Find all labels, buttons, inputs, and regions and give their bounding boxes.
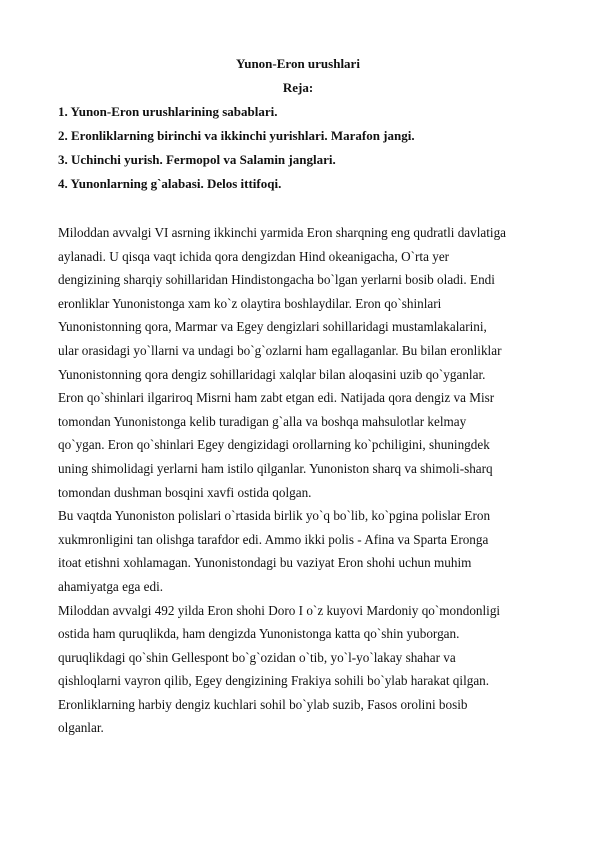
body-line: dengizining sharqiy sohillaridan Hindistongacha bo`lgan yerlarni bosib oladi. Endi bbox=[58, 272, 495, 288]
body-line: tomondan Yunonistonga kelib turadigan g`alla va boshqa mahsulotlar kelmay bbox=[58, 413, 467, 429]
body-line: Miloddan avvalgi 492 yilda Eron shohi Doro I o`z kuyovi Mardoniy qo`mondonligi bbox=[58, 602, 501, 618]
body-line: quruqlikdagi qo`shin Gellespont bo`g`ozidan o`tib, yo`l-yo`lakay shahar va bbox=[58, 649, 456, 665]
body-line: ostida ham quruqlikda, ham dengizda Yunonistonga katta qo`shin yuborgan. bbox=[58, 626, 460, 642]
plan-item: 2. Eronliklarning birinchi va ikkinchi yurishlari. Marafon jangi. bbox=[58, 128, 415, 143]
plan-heading: Reja: bbox=[282, 80, 314, 95]
body-line: Yunonistonning qora dengiz sohillaridagi xalqlar bilan aloqasini uzib qo`yganlar. bbox=[58, 366, 486, 382]
body-line: tomondan dushman bosqini xavfi ostida qolgan. bbox=[58, 484, 312, 500]
body-line: itoat etishni xohlamagan. Yunonistondagi bu vaziyat Eron shohi uchun muhim bbox=[58, 555, 472, 571]
body-line: ular orasidagi yo`llarni va undagi bo`g`ozlarni ham egallaganlar. Bu bilan eronliklar bbox=[58, 342, 502, 358]
body-line: xukmronligini tan olishga tarafdor edi. Ammo ikki polis - Afina va Sparta Eronga bbox=[58, 531, 489, 547]
body-line: qo`ygan. Eron qo`shinlari Egey dengizidagi orollarning ko`pchiligini, shuningdek bbox=[58, 437, 490, 453]
body-line: eronliklar Yunonistonga xam ko`z olaytira boshlaydilar. Eron qo`shinlari bbox=[58, 295, 442, 311]
body-line: Yunonistonning qora, Marmar va Egey dengizlari sohillaridagi mustamlakalarini, bbox=[58, 319, 487, 335]
body-line: Eronliklarning harbiy dengiz kuchlari sohil bo`ylab suzib, Fasos orolini bosib bbox=[58, 696, 468, 712]
plan-item: 3. Uchinchi yurish. Fermopol va Salamin janglari. bbox=[58, 152, 336, 167]
body-line: Bu vaqtda Yunoniston polislari o`rtasida birlik yo`q bo`lib, ko`pgina polislar Eron bbox=[58, 508, 491, 524]
body-line: Eron qo`shinlari ilgariroq Misrni ham zabt etgan edi. Natijada qora dengiz va Misr bbox=[58, 390, 495, 406]
body-line: Miloddan avvalgi VI asrning ikkinchi yarmida Eron sharqning eng qudratli davlatiga bbox=[58, 225, 507, 240]
body-line: aylanadi. U qisqa vaqt ichida qora dengizdan Hind okeanigacha, O`rta yer bbox=[58, 248, 450, 264]
body-text bbox=[58, 225, 558, 744]
plan-list bbox=[58, 104, 415, 200]
document-title: Yunon-Eron urushlari bbox=[236, 56, 360, 71]
body-line: olganlar. bbox=[58, 720, 104, 736]
body-line: ahamiyatga ega edi. bbox=[58, 578, 164, 594]
plan-item: 1. Yunon-Eron urushlarining sabablari. bbox=[58, 104, 278, 119]
body-line: uning shimolidagi yerlarni ham istilo qilganlar. Yunoniston sharq va shimoli-sharq bbox=[58, 460, 493, 476]
plan-item: 4. Yunonlarning g`alabasi. Delos ittifoqi. bbox=[58, 176, 282, 191]
body-line: qishloqlarni vayron qilib, Egey dengizining Frakiya sohili bo`ylab harakat qilgan. bbox=[58, 673, 490, 689]
